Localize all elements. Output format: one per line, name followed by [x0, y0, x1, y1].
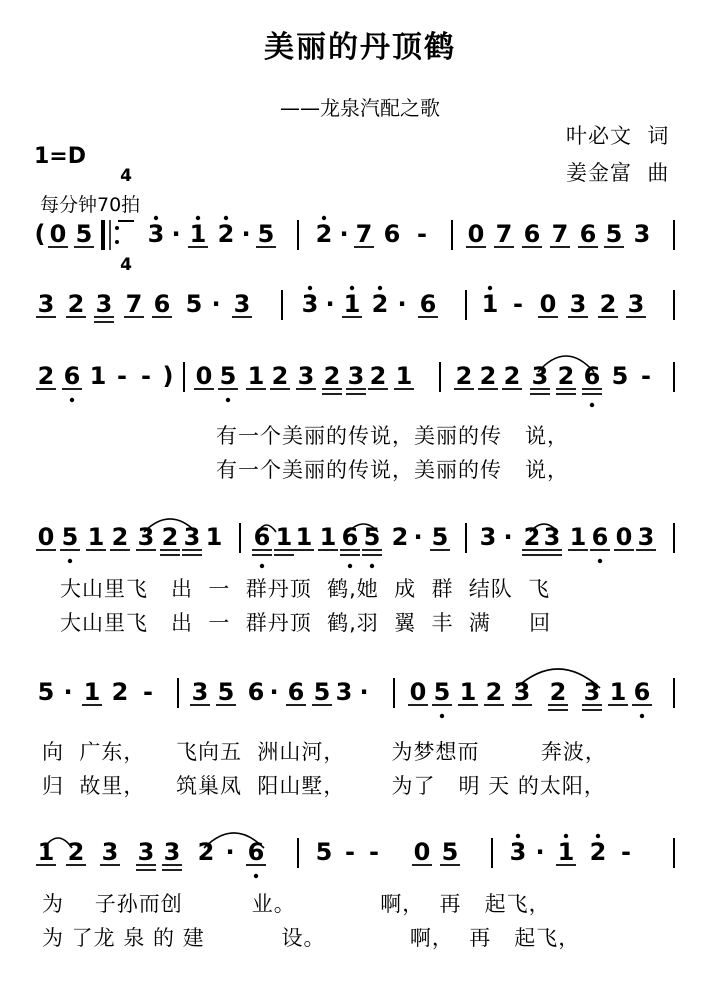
note: 2 — [549, 678, 567, 706]
note: 7 — [355, 220, 373, 248]
lyric-line: 向 广东， 飞向五 洲山河， 为梦想而 奔波， — [42, 740, 607, 764]
note: 2 — [589, 838, 607, 866]
note: 1 — [609, 678, 627, 706]
note: 0 — [49, 220, 67, 248]
high-octave-dot — [322, 216, 326, 220]
note: 0 — [615, 523, 633, 551]
augmentation-dot: · — [325, 290, 335, 318]
note: 1 — [295, 523, 313, 551]
note: 0 — [467, 220, 485, 248]
dash: - — [513, 290, 523, 318]
note: 6 — [153, 290, 171, 318]
time-signature-bottom: 4 — [120, 255, 132, 275]
song-subtitle: ——龙泉汽配之歌 — [280, 96, 440, 120]
note: 1 — [481, 290, 499, 318]
augmentation-dot: · — [225, 838, 235, 866]
note: 0 — [37, 523, 55, 551]
note: 1 — [37, 838, 55, 866]
note: 2 — [391, 523, 409, 551]
dash: - — [641, 362, 651, 390]
tempo-marking: 每分钟70拍 — [40, 194, 141, 216]
note: 2 — [161, 523, 179, 551]
note: 3 — [335, 678, 353, 706]
dash: - — [117, 362, 127, 390]
high-octave-dot — [224, 216, 228, 220]
high-octave-dot — [196, 216, 200, 220]
note: 5 — [37, 678, 55, 706]
note: 3 — [513, 678, 531, 706]
high-octave-dot — [564, 834, 568, 838]
time-signature-top: 4 — [120, 166, 132, 186]
note: 6 — [419, 290, 437, 318]
note: 6 — [287, 678, 305, 706]
note: 2 — [371, 290, 389, 318]
note: 3 — [569, 290, 587, 318]
dash: - — [621, 838, 631, 866]
lyric-line: 归 故里， 筑巢凤 阳山墅， 为了 明 天 的太阳， — [42, 774, 606, 798]
high-octave-dot — [308, 286, 312, 290]
note: 3 — [233, 290, 251, 318]
augmentation-dot: · — [241, 220, 251, 248]
repeat-sign — [103, 220, 119, 250]
note: 1 — [395, 362, 413, 390]
note: 5 — [313, 678, 331, 706]
high-octave-dot — [378, 286, 382, 290]
note: 3 — [479, 523, 497, 551]
augmentation-dot: · — [535, 838, 545, 866]
note: 3 — [297, 362, 315, 390]
note: 2 — [111, 523, 129, 551]
note: 3 — [163, 838, 181, 866]
low-octave-dot — [348, 564, 352, 568]
note: 6 — [341, 523, 359, 551]
dash: - — [417, 220, 427, 248]
note: 2 — [197, 838, 215, 866]
note: 2 — [369, 362, 387, 390]
note: 2 — [111, 678, 129, 706]
note: ( — [34, 220, 46, 248]
note: 3 — [137, 838, 155, 866]
note: 1 — [247, 362, 265, 390]
high-octave-dot — [596, 834, 600, 838]
high-octave-dot — [154, 216, 158, 220]
note: 5 — [611, 362, 629, 390]
note: 3 — [633, 220, 651, 248]
note: 6 — [633, 678, 651, 706]
high-octave-dot — [350, 286, 354, 290]
augmentation-dot: · — [63, 678, 73, 706]
high-octave-dot — [516, 834, 520, 838]
low-octave-dot — [640, 714, 644, 718]
note: 1 — [557, 838, 575, 866]
note: 2 — [271, 362, 289, 390]
note: 2 — [217, 220, 235, 248]
low-octave-dot — [70, 398, 74, 402]
note: 3 — [509, 838, 527, 866]
note: 3 — [347, 362, 365, 390]
augmentation-dot: · — [171, 220, 181, 248]
note: 1 — [189, 220, 207, 248]
low-octave-dot — [598, 559, 602, 563]
note: 5 — [219, 362, 237, 390]
note: 6 — [523, 220, 541, 248]
note: 1 — [343, 290, 361, 318]
note: 2 — [67, 290, 85, 318]
lyric-line: 大山里飞 出 一 群丹顶 鹤,羽 翼 丰 满 回 — [60, 611, 552, 635]
lyricist-credit: 叶必文 词 — [566, 124, 670, 148]
composer-credit: 姜金富 曲 — [566, 161, 670, 185]
note: 6 — [253, 523, 271, 551]
note: 3 — [531, 362, 549, 390]
dash: - — [345, 838, 355, 866]
note: 2 — [37, 362, 55, 390]
note: 3 — [637, 523, 655, 551]
note: 3 — [95, 290, 113, 318]
note: 1 — [459, 678, 477, 706]
note: 2 — [479, 362, 497, 390]
note: 3 — [301, 290, 319, 318]
note: 6 — [583, 362, 601, 390]
dash: - — [141, 362, 151, 390]
note: 0 — [413, 838, 431, 866]
note: 1 — [569, 523, 587, 551]
dash: - — [143, 678, 153, 706]
note: 6 — [247, 678, 265, 706]
low-octave-dot — [590, 403, 594, 407]
note: 1 — [205, 523, 223, 551]
note: 3 — [183, 523, 201, 551]
note: 5 — [257, 220, 275, 248]
note: 1 — [89, 362, 107, 390]
dash: - — [369, 838, 379, 866]
note: 1 — [319, 523, 337, 551]
high-octave-dot — [488, 286, 492, 290]
note: 3 — [137, 523, 155, 551]
low-octave-dot — [440, 714, 444, 718]
low-octave-dot — [260, 564, 264, 568]
note: 5 — [185, 290, 203, 318]
note: 6 — [383, 220, 401, 248]
low-octave-dot — [68, 559, 72, 563]
note: 2 — [557, 362, 575, 390]
note: 1 — [83, 678, 101, 706]
augmentation-dot: · — [339, 220, 349, 248]
augmentation-dot: · — [503, 523, 513, 551]
note: 5 — [61, 523, 79, 551]
note: 6 — [579, 220, 597, 248]
augmentation-dot: · — [269, 678, 279, 706]
note: 5 — [431, 523, 449, 551]
note: 2 — [599, 290, 617, 318]
note: 3 — [583, 678, 601, 706]
note: 2 — [503, 362, 521, 390]
note: 6 — [591, 523, 609, 551]
note: 5 — [441, 838, 459, 866]
note: 1 — [87, 523, 105, 551]
low-octave-dot — [226, 398, 230, 402]
note: 3 — [543, 523, 561, 551]
note: 3 — [627, 290, 645, 318]
note: 6 — [247, 838, 265, 866]
note: 7 — [495, 220, 513, 248]
note: ) — [162, 362, 174, 390]
note: 2 — [523, 523, 541, 551]
note: 2 — [67, 838, 85, 866]
note: 2 — [315, 220, 333, 248]
note: 5 — [75, 220, 93, 248]
note: 2 — [485, 678, 503, 706]
note: 5 — [315, 838, 333, 866]
note: 3 — [37, 290, 55, 318]
note: 6 — [63, 362, 81, 390]
note: 2 — [323, 362, 341, 390]
note: 0 — [409, 678, 427, 706]
note: 2 — [455, 362, 473, 390]
note: 0 — [539, 290, 557, 318]
key-signature: 1=D — [34, 144, 87, 169]
low-octave-dot — [254, 874, 258, 878]
lyric-line: 为 了龙 泉 的 建 设。 啊， 再 起飞， — [42, 926, 581, 950]
augmentation-dot: · — [359, 678, 369, 706]
note: 3 — [147, 220, 165, 248]
note: 1 — [275, 523, 293, 551]
augmentation-dot: · — [397, 290, 407, 318]
low-octave-dot — [370, 564, 374, 568]
lyric-line: 为 子孙而创 业。 啊， 再 起飞， — [42, 892, 551, 916]
note: 3 — [101, 838, 119, 866]
note: 7 — [125, 290, 143, 318]
note: 0 — [195, 362, 213, 390]
lyric-line: 大山里飞 出 一 群丹顶 鹤,她 成 群 结队 飞 — [60, 577, 551, 601]
note: 5 — [363, 523, 381, 551]
note: 5 — [217, 678, 235, 706]
note: 5 — [433, 678, 451, 706]
note: 5 — [605, 220, 623, 248]
lyric-line: 有一个美丽的传说，美丽的传 说， — [216, 458, 570, 482]
lyric-line: 有一个美丽的传说，美丽的传 说， — [216, 424, 570, 448]
note: 7 — [551, 220, 569, 248]
song-title: 美丽的丹顶鹤 — [264, 30, 456, 65]
note: 3 — [191, 678, 209, 706]
augmentation-dot: · — [413, 523, 423, 551]
augmentation-dot: · — [211, 290, 221, 318]
